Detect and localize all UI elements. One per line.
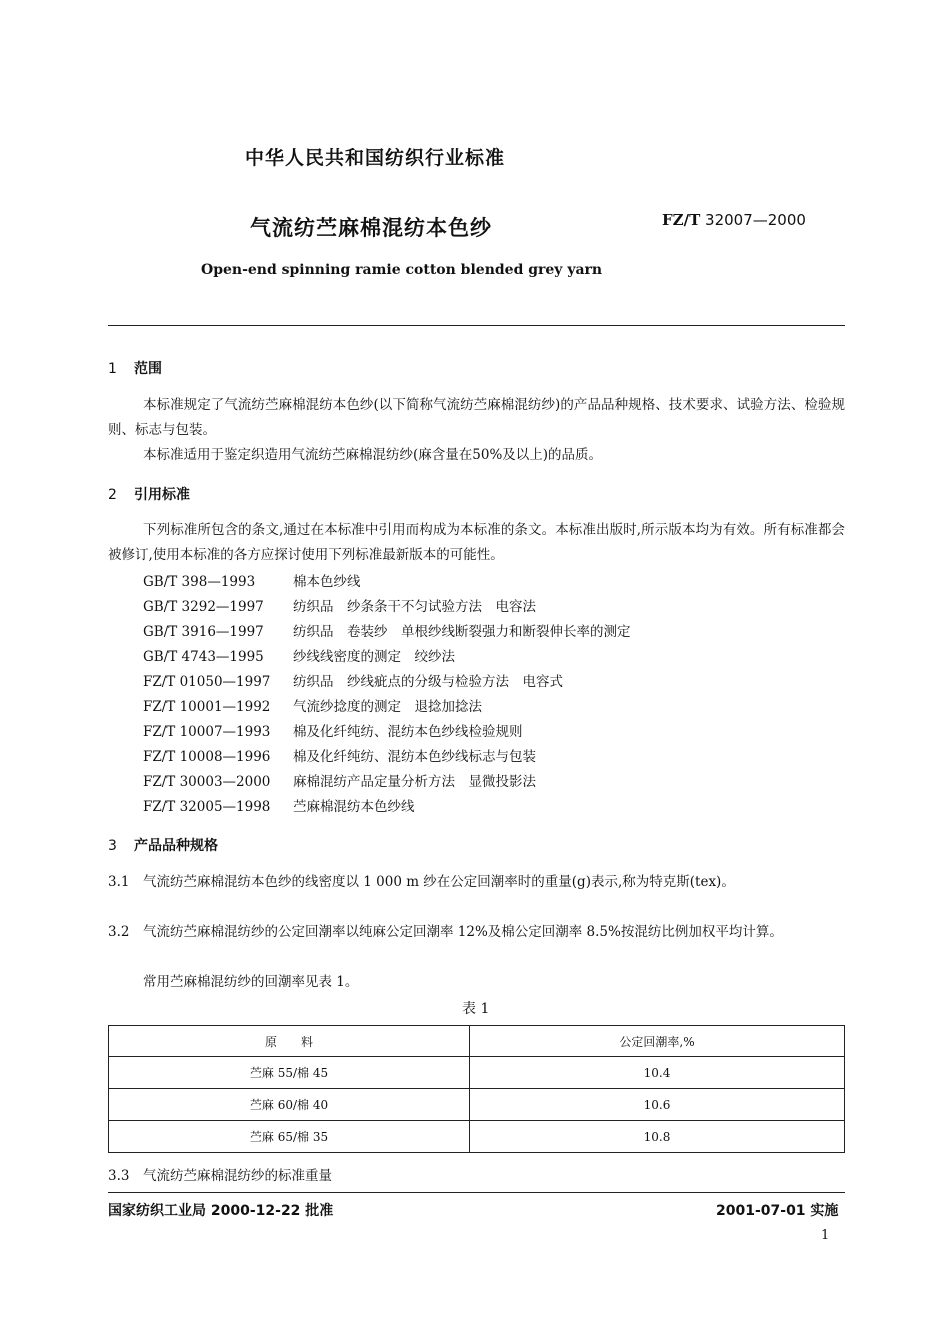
reference-standard [143,795,415,815]
reference-title: 气流纱捻度的测定 退捻加捻法 [293,699,482,715]
table-header-cell: 原 料 [109,1026,470,1057]
reference-standard [143,620,631,640]
table-cell: 苎麻 60/棉 40 [109,1089,470,1121]
table-row [109,1121,845,1153]
table-cell: 苎麻 55/棉 45 [109,1057,470,1089]
section-title: 范围 [134,361,162,377]
footer-divider [108,1192,845,1193]
section-3-heading [108,835,218,855]
section-1-heading [108,358,162,378]
standard-prefix: FZ/T [662,211,701,229]
moisture-regain-table [108,1025,845,1153]
clause-3-1: 3.1 气流纺苎麻棉混纺本色纱的线密度以 1 000 m 纱在公定回潮率时的重量(g)表示,称为特克斯(tex)。 [108,874,735,890]
reference-code: FZ/T 32005—1998 [143,799,271,815]
reference-title: 棉及化纤纯纺、混纺本色纱线标志与包装 [293,749,536,765]
document-title: 气流纺苎麻棉混纺本色纱 [250,216,492,240]
table-header-cell: 公定回潮率,% [470,1026,845,1057]
reference-code: GB/T 3292—1997 [143,599,264,615]
reference-code: GB/T 398—1993 [143,574,256,590]
section-2-heading [108,484,190,504]
reference-standard [143,595,536,615]
reference-standard [143,670,563,690]
reference-standard [143,745,536,765]
clause-3-2-note: 常用苎麻棉混纺纱的回潮率见表 1。 [143,974,359,990]
clause-3-2: 3.2 气流纺苎麻棉混纺纱的公定回潮率以纯麻公定回潮率 12%及棉公定回潮率 8.5%按混纺比例加权平均计算。 [108,924,783,940]
effective-date: 2001-07-01 实施 [716,1203,839,1219]
page-number: 1 [821,1228,830,1243]
table-row [109,1057,845,1089]
table-row [109,1089,845,1121]
reference-standard [143,695,482,715]
standard-code [662,211,806,229]
section-2-paragraph-1: 下列标准所包含的条文,通过在本标准中引用而构成为本标准的条文。本标准出版时,所示版本均为有效。所有标准都会被修订,使用本标准的各方应探讨使用下列标准最新版本的可能性。 [108,522,845,563]
section-title: 产品品种规格 [134,838,218,854]
issuing-authority-title: 中华人民共和国纺织行业标准 [245,147,506,169]
reference-code: FZ/T 01050—1997 [143,674,271,690]
reference-title: 麻棉混纺产品定量分析方法 显微投影法 [293,774,536,790]
table-cell: 苎麻 65/棉 35 [109,1121,470,1153]
reference-standard [143,770,536,790]
reference-code: FZ/T 10007—1993 [143,724,271,740]
reference-title: 棉本色纱线 [293,574,361,590]
clause-3-3: 3.3 气流纺苎麻棉混纺纱的标准重量 [108,1168,332,1184]
section-number: 2 [108,487,117,503]
reference-title: 纱线线密度的测定 绞纱法 [293,649,455,665]
reference-standard [143,720,523,740]
table-caption: 表 1 [462,1001,490,1017]
reference-code: FZ/T 30003—2000 [143,774,271,790]
approval-date: 国家纺织工业局 2000-12-22 批准 [108,1203,334,1219]
section-number: 1 [108,361,117,377]
reference-standard [143,645,455,665]
reference-code: GB/T 4743—1995 [143,649,264,665]
table-cell: 10.6 [470,1089,845,1121]
table-cell: 10.8 [470,1121,845,1153]
reference-title: 苎麻棉混纺本色纱线 [293,799,415,815]
reference-code: GB/T 3916—1997 [143,624,264,640]
reference-title: 棉及化纤纯纺、混纺本色纱线检验规则 [293,724,523,740]
reference-code: FZ/T 10008—1996 [143,749,271,765]
reference-title: 纺织品 纱线疵点的分级与检验方法 电容式 [293,674,563,690]
reference-code: FZ/T 10001—1992 [143,699,271,715]
section-1-paragraph-1: 本标准规定了气流纺苎麻棉混纺本色纱(以下简称气流纺苎麻棉混纺纱)的产品品种规格、技术要求、试验方法、检验规则、标志与包装。 [108,397,845,438]
reference-title: 纺织品 纱条条干不匀试验方法 电容法 [293,599,536,615]
table-header-row [109,1026,845,1057]
section-title: 引用标准 [134,487,190,503]
section-number: 3 [108,838,117,854]
english-title: Open-end spinning ramie cotton blended grey yarn [201,262,603,278]
section-1-paragraph-2: 本标准适用于鉴定织造用气流纺苎麻棉混纺纱(麻含量在50%及以上)的品质。 [143,447,603,463]
reference-title: 纺织品 卷装纱 单根纱线断裂强力和断裂伸长率的测定 [293,624,631,640]
header-divider [108,325,845,326]
table-cell: 10.4 [470,1057,845,1089]
standard-number: 32007—2000 [705,211,806,229]
reference-standard [143,570,361,590]
